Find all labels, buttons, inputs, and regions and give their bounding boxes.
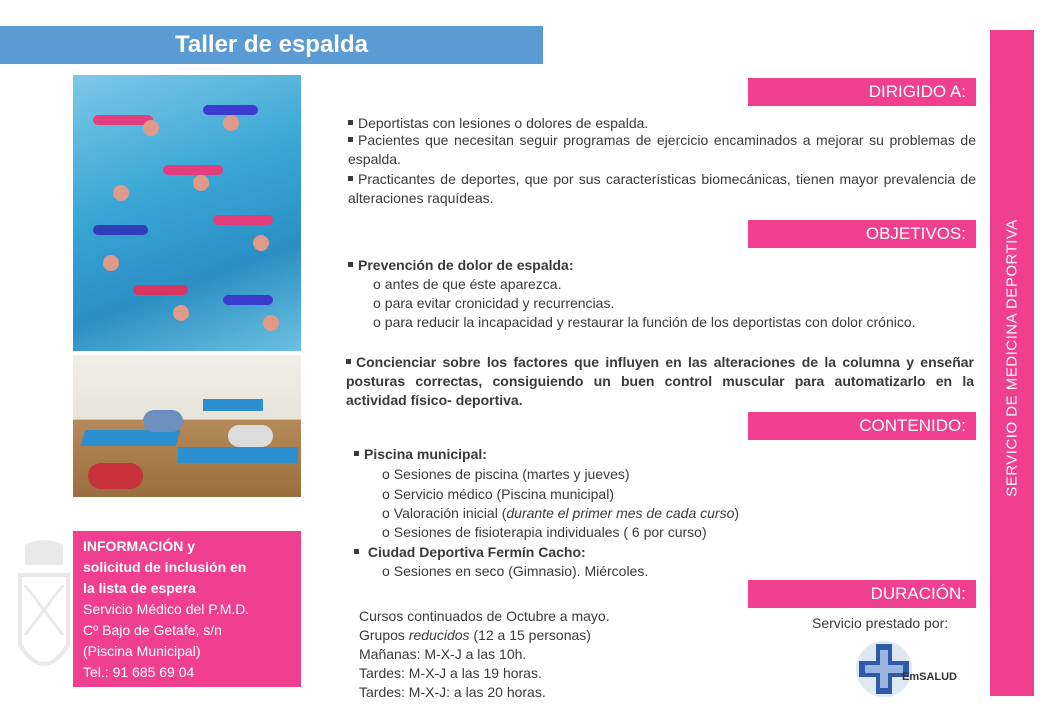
sub-item: o antes de que éste aparezca. bbox=[373, 276, 562, 292]
info-line: Tel.: 91 685 69 04 bbox=[83, 664, 195, 680]
contenido-valoracion-italic: durante el primer mes de cada curso bbox=[506, 505, 735, 521]
dirigido-item-text: Pacientes que necesitan seguir programas de ejercicio encaminados a mejorar su problemas de espalda. bbox=[348, 132, 976, 167]
contenido-valoracion-prefix: Valoración inicial ( bbox=[393, 505, 507, 521]
objetivos-subitem-text: para reducir la incapacidad y restaurar la función de los deportistas con dolor crónico. bbox=[384, 314, 916, 330]
sub-item: o para evitar cronicidad y recurrencias. bbox=[373, 295, 615, 311]
list-item bbox=[348, 131, 976, 169]
contenido-ciudad: Ciudad Deportiva Fermín Cacho: bbox=[367, 544, 586, 560]
contenido-item-text: Servicio médico (Piscina municipal) bbox=[393, 486, 614, 502]
duracion-line: Tardes: M-X-J: a las 20 horas. bbox=[359, 684, 546, 700]
duracion-line: Cursos continuados de Octubre a mayo. bbox=[359, 608, 610, 624]
info-line: (Piscina Municipal) bbox=[83, 643, 201, 659]
sub-item: o Valoración inicial (durante el primer mes de cada curso) bbox=[382, 505, 740, 521]
objetivos-subitem-text: antes de que éste aparezca. bbox=[384, 276, 562, 292]
emsalud-logo-icon bbox=[846, 636, 976, 702]
duracion-line2-suffix: (12 a 15 personas) bbox=[469, 627, 591, 643]
duracion-line: Tardes: M-X-J a las 19 horas. bbox=[359, 665, 542, 681]
contenido-item-text: Sesiones en seco (Gimnasio). Miércoles. bbox=[393, 563, 649, 579]
info-line: Servicio Médico del P.M.D. bbox=[83, 601, 250, 617]
dirigido-item-text: Practicantes de deportes, que por sus características biomecánicas, tienen mayor prevalencia de alteraciones raquídeas. bbox=[348, 171, 976, 206]
servicio-prestado-label: Servicio prestado por: bbox=[812, 615, 949, 631]
duracion-line bbox=[359, 626, 591, 645]
objetivos-subitem-text: para evitar cronicidad y recurrencias. bbox=[384, 295, 615, 311]
section-header-contenido: CONTENIDO: bbox=[748, 412, 976, 440]
sub-item: o Servicio médico (Piscina municipal) bbox=[382, 486, 614, 502]
list-item bbox=[354, 543, 954, 562]
section-header-duracion: DURACIÓN: bbox=[748, 580, 976, 608]
dirigido-item-text: Deportistas con lesiones o dolores de espalda. bbox=[358, 115, 649, 131]
contenido-item-text: Sesiones de fisioterapia individuales ( 6 por curso) bbox=[393, 524, 707, 540]
list-item bbox=[354, 445, 954, 464]
section-header-dirigido: DIRIGIDO A: bbox=[748, 78, 976, 106]
contenido-valoracion-suffix: ) bbox=[734, 505, 740, 521]
objetivos-item-text: Concienciar sobre los factores que influyen en las alteraciones de la columna y enseñar posturas correctas, consiguiendo un buen control muscular para automatizarlo en la actividad físico- deportiva. bbox=[346, 354, 974, 408]
info-heading-line: INFORMACIÓN y bbox=[83, 538, 195, 554]
objetivos-item-text: Prevención de dolor de espalda: bbox=[358, 257, 574, 273]
duracion-line: Mañanas: M-X-J a las 10h. bbox=[359, 646, 527, 662]
section-header-objetivos: OBJETIVOS: bbox=[748, 220, 976, 248]
logo-text: EmSALUD bbox=[902, 671, 958, 683]
duracion-line2-prefix: Grupos bbox=[359, 627, 409, 643]
sub-item: o Sesiones de fisioterapia individuales ( 6 por curso) bbox=[382, 524, 707, 540]
list-item bbox=[348, 170, 976, 208]
contenido-piscina: Piscina municipal: bbox=[364, 446, 487, 462]
list-item bbox=[346, 353, 974, 410]
crest-watermark-icon bbox=[15, 535, 73, 685]
list-item bbox=[348, 256, 976, 275]
duracion-line2-italic: reducidos bbox=[408, 627, 470, 643]
sub-item: o para reducir la incapacidad y restaurar la función de los deportistas con dolor crónico. bbox=[373, 314, 916, 330]
sub-item: o Sesiones en seco (Gimnasio). Miércoles. bbox=[382, 563, 649, 579]
info-heading-line: la lista de espera bbox=[83, 580, 196, 596]
side-band-label: SERVICIO DE MEDICINA DEPORTIVA bbox=[1003, 219, 1021, 497]
pool-photo bbox=[73, 75, 301, 351]
info-line: Cº Bajo de Getafe, s/n bbox=[83, 622, 222, 638]
contenido-item-text: Sesiones de piscina (martes y jueves) bbox=[393, 466, 630, 482]
gym-photo bbox=[73, 355, 301, 497]
page-title: Taller de espalda bbox=[175, 31, 368, 58]
info-heading-line: solicitud de inclusión en bbox=[83, 559, 247, 575]
sub-item: o Sesiones de piscina (martes y jueves) bbox=[382, 466, 630, 482]
